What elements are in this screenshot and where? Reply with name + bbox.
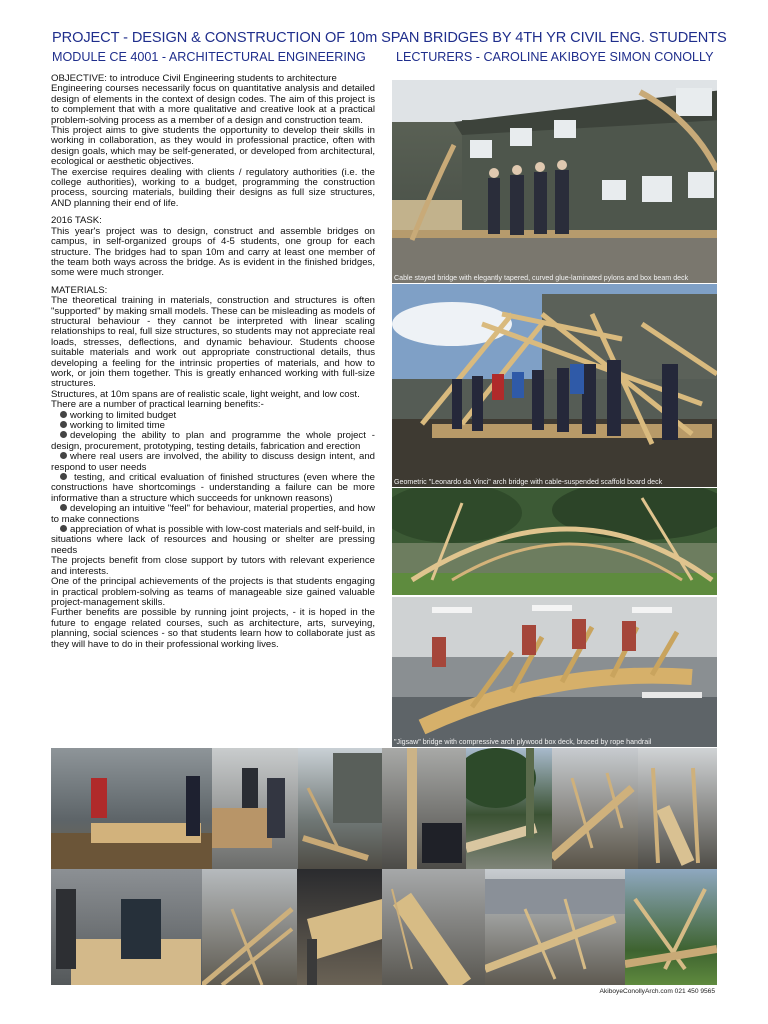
list-item: developing the ability to plan and programme the whole project - design, procurement, prototyping, testing details, fabrication and erection [51, 430, 375, 452]
objective-paragraph-3: The exercise requires dealing with clients / regulatory authorities (i.e. the college authorities), working to a budget, programming the construction process, sourcing materials, building their designs as full size structures, AND planning their end of life. [51, 166, 375, 209]
bullet-icon [60, 504, 67, 511]
materials-paragraph-4: The projects benefit from close support by tutors with relevant experience and interests. [51, 555, 375, 577]
photo-long-deck [382, 869, 485, 985]
photo-long-deck-illustration [382, 869, 485, 985]
photo-measuring-illustration [51, 869, 202, 985]
objective-paragraph-1: Engineering courses necessarily focus on quantitative analysis and detailed design of elements in the context of design codes. The aim of this project is to complement that with a more qualitative and creative look at a practical problem-solving process as a member of a design and construction team. [51, 83, 375, 126]
benefits-list [51, 411, 375, 557]
materials-paragraph-1: The theoretical training in materials, construction and structures is often "supported" by making small models. These can be misleading as models of structural behaviour - they cannot be interpreted with linear scaling relationships to real, full size structures, so students may not appreciate real loads, stresses, deflections, and dynamic behaviour. Students choose suitable materials and work out appropriate constructional details, thus developing a feeling for the intrinsic properties of materials, and how to work, or join them together. This is greatly enhanced working with full-size structures. [51, 295, 375, 390]
photo-caption: Cable stayed bridge with elegantly tapered, curved glue-laminated pylons and box beam deck [394, 274, 689, 282]
photo-tree-bridge-illustration [466, 748, 552, 869]
photo-workshop-1 [51, 748, 212, 869]
materials-paragraph-5: One of the principal achievements of the projects is that students engaging in practical problem-solving as teams of manageable size gained valuable project-management skills. [51, 576, 375, 608]
bullet-icon [60, 525, 67, 532]
page-title: PROJECT - DESIGN & CONSTRUCTION OF 10m SPAN BRIDGES BY 4TH YR CIVIL ENG. STUDENTS [52, 30, 727, 46]
photo-frame-assembly-illustration [202, 869, 297, 985]
photo-leonardo-bridge [392, 284, 717, 487]
photo-upright-bridge-illustration [638, 748, 717, 869]
photo-assembly-1-illustration [382, 748, 466, 869]
list-item: working to limited time [51, 421, 375, 431]
photo-cable-stayed-illustration [392, 80, 717, 283]
bullet-icon [60, 473, 67, 480]
photo-jigsaw-illustration [392, 597, 717, 747]
bullet-icon [60, 452, 67, 459]
module-title: MODULE CE 4001 - ARCHITECTURAL ENGINEERING [52, 50, 366, 64]
photo-assembly-1 [382, 748, 466, 869]
materials-paragraph-3: There are a number of practical learning benefits:- [51, 399, 264, 411]
list-item: appreciation of what is possible with low-cost materials and self-build, in situations where lack of resources and housing or shelter are pressing needs [51, 524, 376, 556]
photo-cable-stayed-bridge [392, 80, 717, 283]
photo-tree-bridge [466, 748, 552, 869]
list-item: working to limited budget [51, 411, 375, 421]
materials-paragraph-2: Structures, at 10m spans are of realistic scale, light weight, and low cost. [51, 388, 360, 400]
photo-underside-illustration [297, 869, 382, 985]
task-heading: 2016 TASK: [51, 215, 102, 227]
photo-jigsaw-bridge [392, 597, 717, 747]
objective-paragraph-2: This project aims to give students the opportunity to develop their skills in working in collaboration, as they would in professional practice, often with design goals, which may be self-generated, or developed from architectural, ecological or aesthetic objectives. [51, 125, 375, 168]
photo-measuring [51, 869, 202, 985]
photo-workshop-1-illustration [51, 748, 212, 869]
photo-truss-bridge [485, 869, 625, 985]
photo-arch-illustration [392, 488, 717, 595]
photo-lawn-bridge-illustration [625, 869, 717, 985]
photo-yard-bridge-illustration [552, 748, 638, 869]
photo-underside [297, 869, 382, 985]
lecturers: LECTURERS - CAROLINE AKIBOYE SIMON CONOLLY [396, 50, 714, 64]
text-column [51, 74, 375, 650]
photo-workshop-2 [212, 748, 298, 869]
bullet-icon [60, 421, 67, 428]
bullet-icon [60, 431, 67, 438]
photo-yard-bridge [552, 748, 638, 869]
photo-arch-bridge [392, 488, 717, 595]
objective-heading: OBJECTIVE: to introduce Civil Engineering students to architecture [51, 73, 337, 84]
list-item: where real users are involved, the ability to discuss design intent, and respond to user needs [51, 451, 375, 473]
list-item: testing, and critical evaluation of finished structures (even where the constructions have shortcomings - understanding a failure can be more informative than a structure which succeeds for unknown reasons) [51, 472, 375, 504]
photo-leonardo-illustration [392, 284, 717, 487]
photo-campus-bridge [298, 748, 382, 869]
module-line [52, 50, 732, 64]
photo-lawn-bridge [625, 869, 717, 985]
materials-paragraph-6: Further benefits are possible by running joint projects, - it is hoped in the future to engage related courses, such as architecture, arts, surveying, planning, social sciences - so that students learn how to collaborate just as they will have to do in their professional working lives. [51, 607, 375, 650]
photo-caption: "Jigsaw" bridge with compressive arch plywood box deck, braced by rope handrail [394, 738, 652, 746]
photo-campus-bridge-illustration [298, 748, 382, 869]
photo-truss-bridge-illustration [485, 869, 625, 985]
footer-credit: AkiboyeConollyArch.com 021 450 9565 [599, 988, 715, 995]
task-paragraph: This year's project was to design, construct and assemble bridges on campus, in self-organized groups of 4-5 students, one group for each structure. The bridges had to span 10m and carry at least one member of the team both ways across the bridge. As is evident in the finished bridges, some were much stronger. [51, 225, 375, 279]
photo-caption: Geometric "Leonardo da Vinci" arch bridge with cable-suspended scaffold board deck [394, 478, 663, 486]
bullet-icon [60, 411, 67, 418]
materials-heading: MATERIALS: [51, 284, 108, 296]
list-item: developing an intuitive "feel" for behaviour, material properties, and how to make connections [51, 503, 375, 525]
photo-upright-bridge [638, 748, 717, 869]
photo-frame-assembly [202, 869, 297, 985]
photo-workshop-2-illustration [212, 748, 298, 869]
